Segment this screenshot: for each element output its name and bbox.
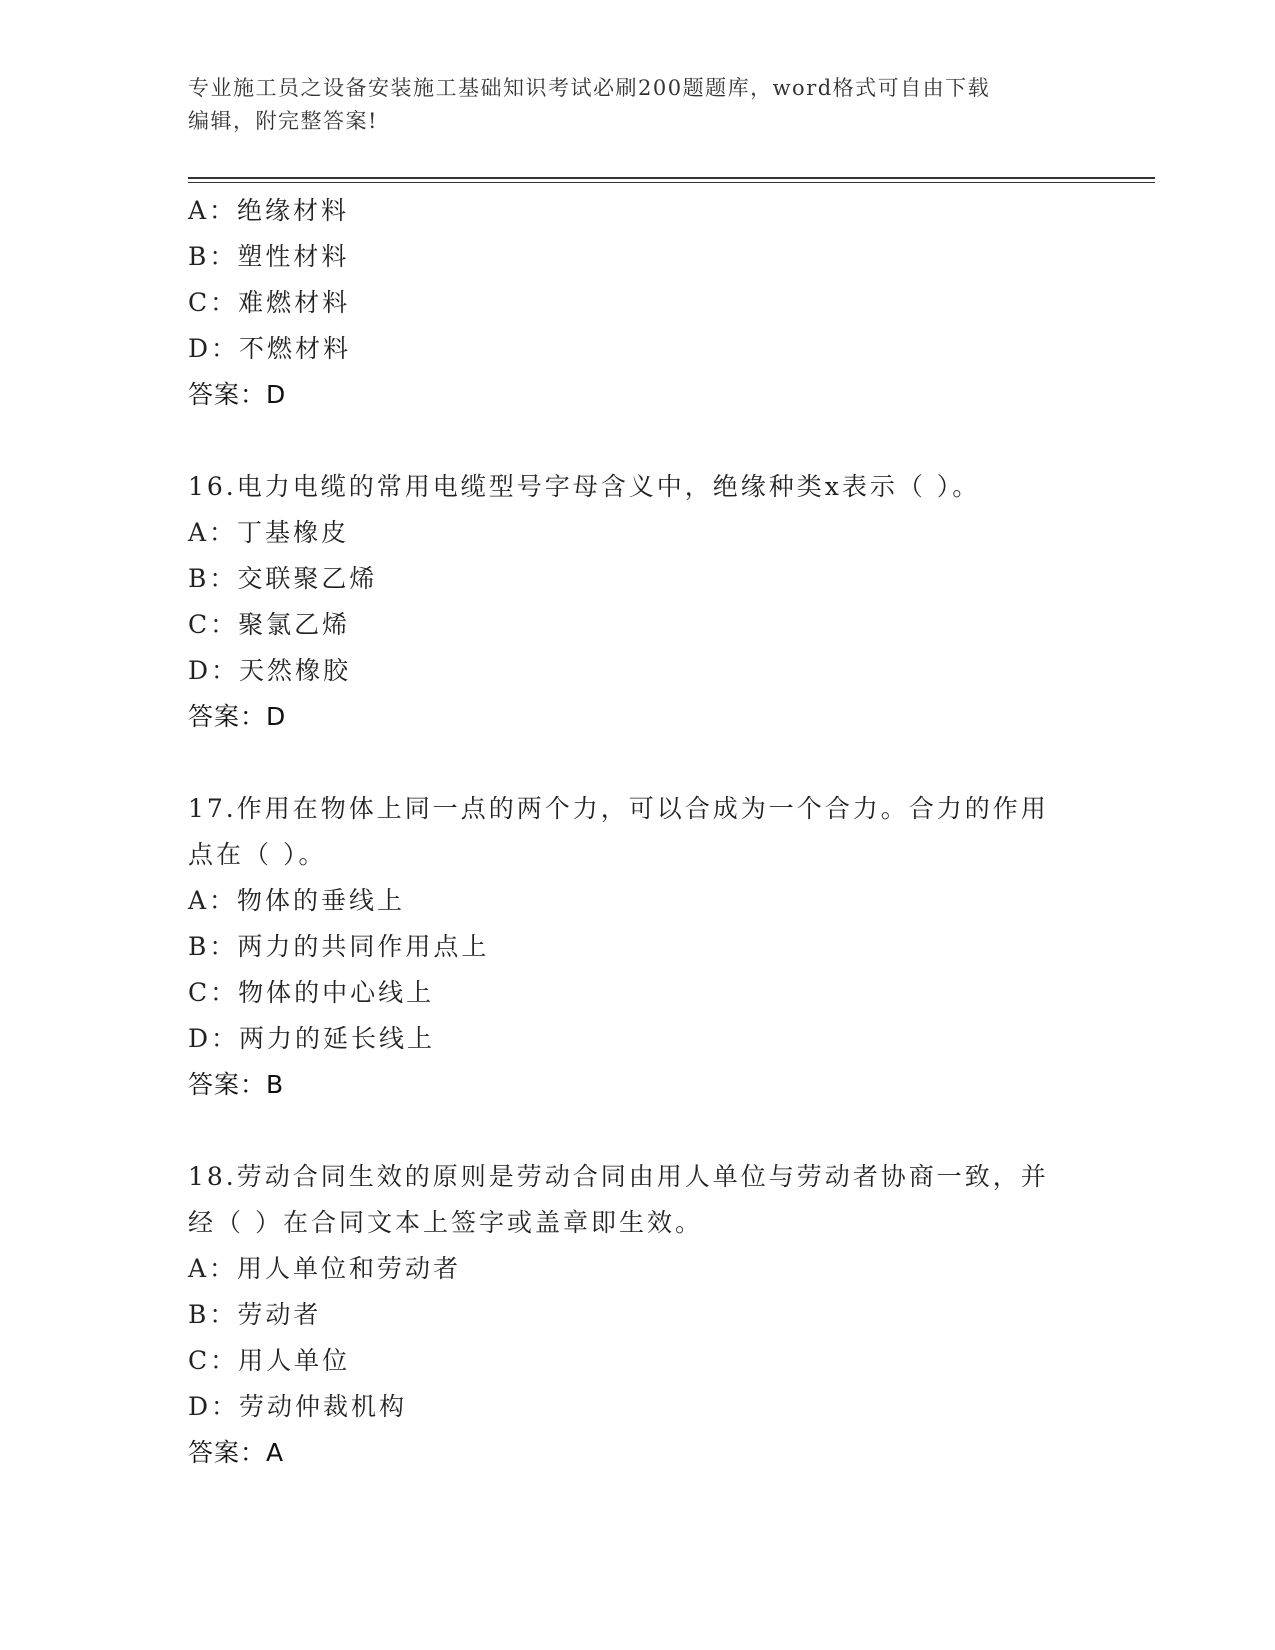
option-a: A：用人单位和劳动者 bbox=[188, 1254, 462, 1283]
question-15-block bbox=[188, 188, 1088, 418]
question-17-block bbox=[188, 786, 1088, 1108]
question-list bbox=[188, 188, 1088, 1476]
header-line-2: 编辑，附完整答案! bbox=[188, 109, 378, 133]
option-a: A：丁基橡皮 bbox=[188, 518, 350, 547]
question-stem-line-1: 18.劳动合同生效的原则是劳动合同由用人单位与劳动者协商一致，并 bbox=[188, 1162, 1049, 1191]
option-b: B：劳动者 bbox=[188, 1300, 322, 1329]
spacer bbox=[188, 740, 1088, 786]
answer-line: 答案：D bbox=[188, 380, 287, 409]
header-line-1: 专业施工员之设备安装施工基础知识考试必刷200题题库，word格式可自由下载 bbox=[188, 76, 991, 100]
option-c: C：物体的中心线上 bbox=[188, 978, 435, 1007]
answer-line: 答案：D bbox=[188, 702, 287, 731]
option-a: A：物体的垂线上 bbox=[188, 886, 406, 915]
option-b: B：两力的共同作用点上 bbox=[188, 932, 490, 961]
option-d: D：不燃材料 bbox=[188, 334, 352, 363]
option-c: C：难燃材料 bbox=[188, 288, 351, 317]
option-b: B：交联聚乙烯 bbox=[188, 564, 378, 593]
header-divider-thick bbox=[188, 177, 1155, 179]
option-d: D：劳动仲裁机构 bbox=[188, 1392, 408, 1421]
option-d: D：两力的延长线上 bbox=[188, 1024, 436, 1053]
question-stem-line-2: 经（ ）在合同文本上签字或盖章即生效。 bbox=[188, 1208, 703, 1237]
question-stem-line-1: 17.作用在物体上同一点的两个力，可以合成为一个合力。合力的作用 bbox=[188, 794, 1049, 823]
header-divider-thin bbox=[188, 182, 1155, 183]
answer-line: 答案：B bbox=[188, 1070, 285, 1099]
option-b: B：塑性材料 bbox=[188, 242, 350, 271]
document-header bbox=[188, 72, 1088, 138]
question-stem: 16.电力电缆的常用电缆型号字母含义中，绝缘种类x表示（ ）。 bbox=[188, 472, 981, 501]
question-18-block bbox=[188, 1154, 1088, 1476]
option-c: C：聚氯乙烯 bbox=[188, 610, 351, 639]
option-a: A：绝缘材料 bbox=[188, 196, 350, 225]
question-stem-line-2: 点在（ ）。 bbox=[188, 840, 327, 869]
spacer bbox=[188, 418, 1088, 464]
spacer bbox=[188, 1108, 1088, 1154]
answer-line: 答案：A bbox=[188, 1438, 285, 1467]
option-c: C：用人单位 bbox=[188, 1346, 351, 1375]
question-16-block bbox=[188, 464, 1088, 740]
option-d: D：天然橡胶 bbox=[188, 656, 352, 685]
